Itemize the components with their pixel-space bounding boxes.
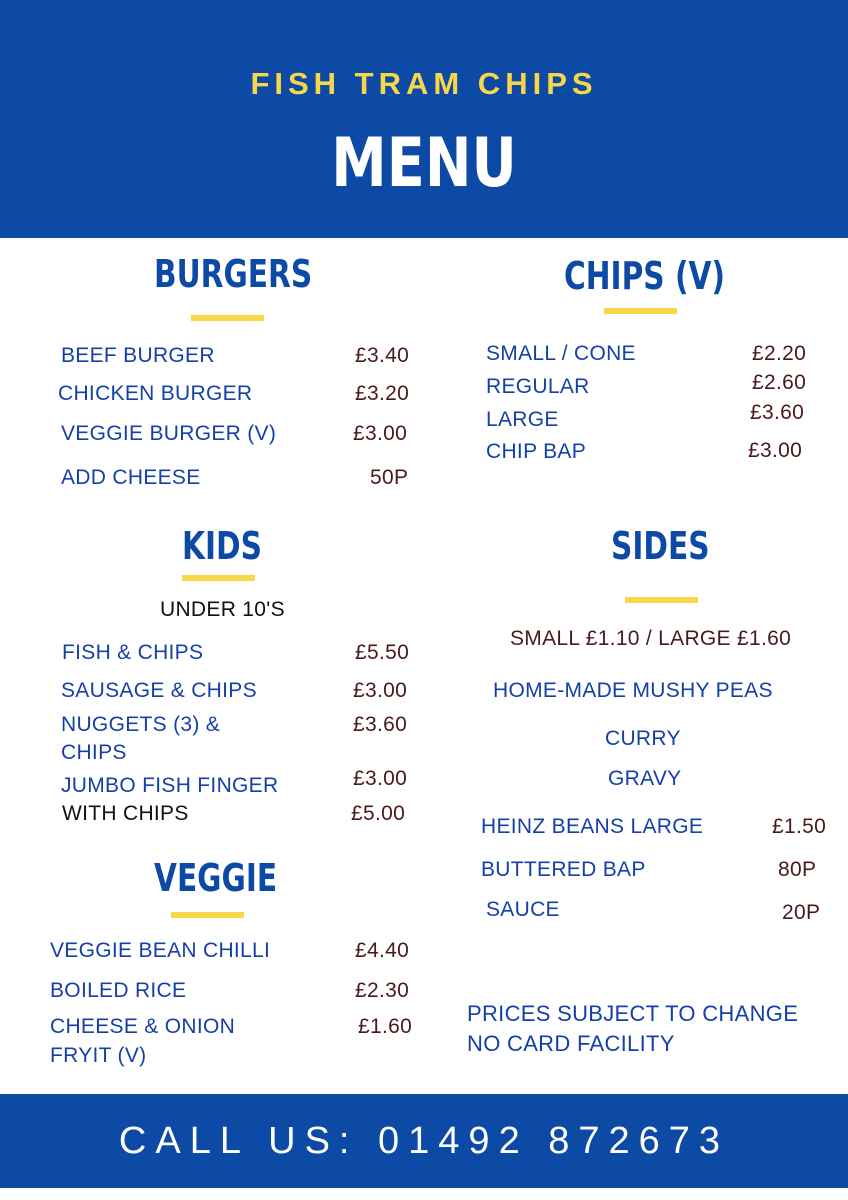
- veggie-item-price: £4.40: [355, 939, 410, 962]
- sides-item-name: SAUCE: [486, 898, 560, 921]
- veggie-item-name-continued: FRYIT (V): [50, 1044, 147, 1067]
- kids-item-price: £5.50: [355, 641, 410, 664]
- veggie-item-price: £2.30: [355, 979, 410, 1002]
- sides-heading: SIDES: [611, 524, 710, 568]
- chips-item-name: CHIP BAP: [486, 440, 587, 463]
- chips-item-price: £2.20: [752, 342, 807, 365]
- sides-item-price: £1.50: [772, 815, 827, 838]
- kids-item-price: £3.00: [353, 679, 408, 702]
- burgers-heading: BURGERS: [154, 252, 313, 296]
- kids-item-name: WITH CHIPS: [62, 802, 189, 825]
- call-us-phone: CALL US: 01492 872673: [118, 1120, 730, 1162]
- kids-heading: KIDS: [182, 524, 262, 568]
- sides-option: CURRY: [605, 727, 681, 750]
- burgers-underline: [191, 315, 264, 321]
- veggie-item-price: £1.60: [358, 1015, 413, 1038]
- sides-item-price: 20P: [782, 901, 821, 924]
- kids-item-name: SAUSAGE & CHIPS: [61, 679, 257, 702]
- sides-item-price: 80P: [778, 858, 817, 881]
- burger-item-price: £3.20: [355, 382, 410, 405]
- notice-price-change: PRICES SUBJECT TO CHANGE: [467, 1001, 799, 1026]
- chips-underline: [604, 308, 677, 314]
- kids-item-price: £3.00: [353, 767, 408, 790]
- burger-item-name: VEGGIE BURGER (V): [61, 422, 277, 445]
- sides-option: GRAVY: [608, 767, 682, 790]
- chips-item-price: £3.00: [748, 439, 803, 462]
- brand-name: FISH TRAM CHIPS: [250, 66, 598, 101]
- chips-item-price: £2.60: [752, 371, 807, 394]
- kids-item-name-continued: CHIPS: [61, 741, 127, 764]
- burger-item-name: ADD CHEESE: [61, 466, 201, 489]
- kids-item-name: JUMBO FISH FINGER: [61, 774, 279, 797]
- kids-item-name: FISH & CHIPS: [62, 641, 204, 664]
- veggie-underline: [171, 912, 244, 918]
- kids-item-name: NUGGETS (3) &: [61, 713, 221, 736]
- sides-item-name: BUTTERED BAP: [481, 858, 646, 881]
- notice-no-card: NO CARD FACILITY: [467, 1031, 675, 1056]
- burger-item-name: BEEF BURGER: [61, 344, 215, 367]
- chips-item-price: £3.60: [750, 401, 805, 424]
- veggie-heading: VEGGIE: [154, 856, 278, 900]
- chips-heading: CHIPS (V): [564, 254, 726, 298]
- chips-item-name: REGULAR: [486, 375, 590, 398]
- veggie-item-name: VEGGIE BEAN CHILLI: [50, 939, 271, 962]
- veggie-item-name: BOILED RICE: [50, 979, 187, 1002]
- kids-item-price: £5.00: [351, 802, 406, 825]
- chips-item-name: SMALL / CONE: [486, 342, 636, 365]
- veggie-item-name: CHEESE & ONION: [50, 1015, 236, 1038]
- burger-item-price: 50P: [370, 466, 409, 489]
- sides-underline: [625, 597, 698, 603]
- burger-item-name: CHICKEN BURGER: [58, 382, 253, 405]
- menu-title: MENU: [331, 124, 517, 203]
- burger-item-price: £3.00: [353, 422, 408, 445]
- kids-underline: [182, 575, 255, 581]
- burger-item-price: £3.40: [355, 344, 410, 367]
- kids-item-price: £3.60: [353, 713, 408, 736]
- chips-item-name: LARGE: [486, 408, 559, 431]
- sides-item-name: HEINZ BEANS LARGE: [481, 815, 704, 838]
- kids-age-note: UNDER 10'S: [160, 598, 285, 621]
- sides-size-prices: SMALL £1.10 / LARGE £1.60: [510, 627, 792, 650]
- sides-option: HOME-MADE MUSHY PEAS: [493, 679, 773, 702]
